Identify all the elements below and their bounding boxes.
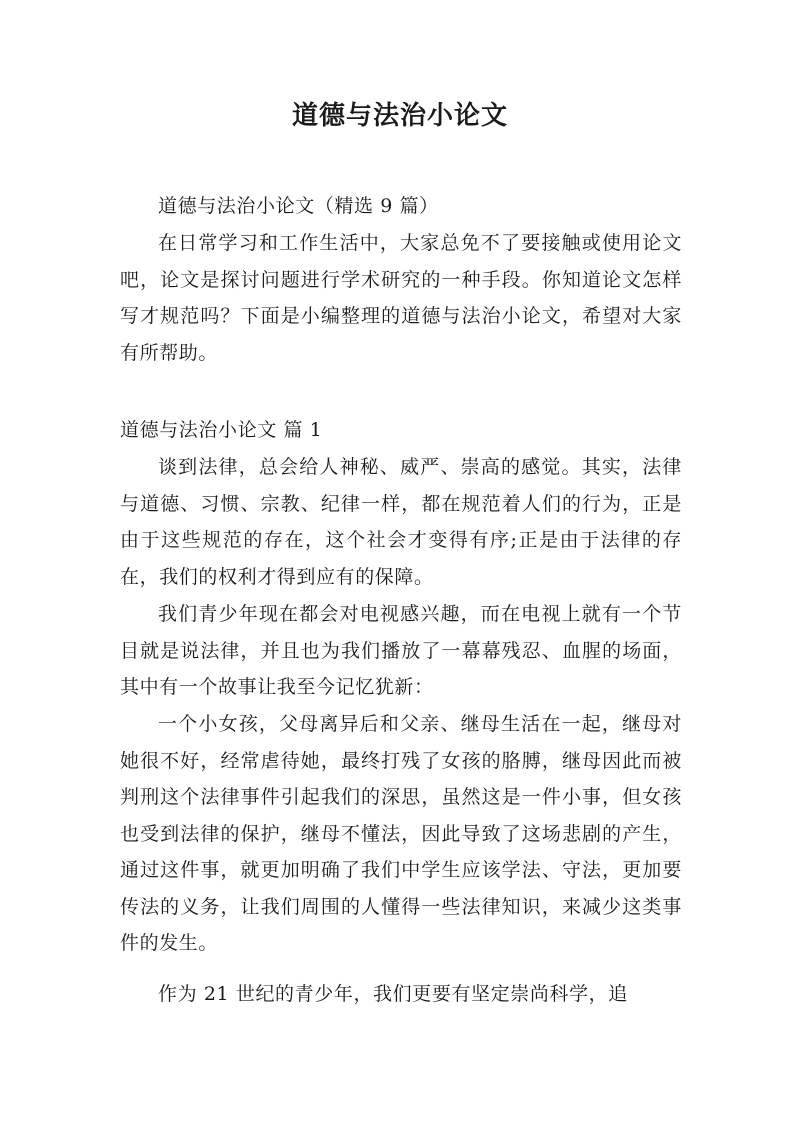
- section-heading: 道德与法治小论文 篇 1: [120, 419, 323, 441]
- document-subtitle: 道德与法治小论文（精选 9 篇）: [158, 195, 439, 217]
- body-paragraph: 我们青少年现在都会对电视感兴趣，而在电视上就有一个节目就是说法律，并且也为我们播放了一幕幕残忍、血腥的场面，其中有一个故事让我至今记忆犹新：: [120, 603, 682, 698]
- intro-paragraph: 在日常学习和工作生活中，大家总免不了要接触或使用论文吧，论文是探讨问题进行学术研究的一种手段。你知道论文怎样写才规范吗？下面是小编整理的道德与法治小论文，希望对大家有所帮助。: [120, 232, 682, 364]
- body-paragraph: 谈到法律，总会给人神秘、威严、崇高的感觉。其实，法律与道德、习惯、宗教、纪律一样，都在规范着人们的行为，正是由于这些规范的存在，这个社会才变得有序;正是由于法律的存在，我们的权利才得到应有的保障。: [120, 456, 682, 588]
- body-paragraph: 作为 21 世纪的青少年，我们更要有坚定崇尚科学，追: [158, 983, 628, 1005]
- page-title: 道德与法治小论文: [291, 101, 508, 131]
- body-paragraph: 一个小女孩，父母离异后和父亲、继母生活在一起，继母对她很不好，经常虐待她，最终打残了女孩的胳膊，继母因此而被判刑这个法律事件引起我们的深思，虽然这是一件小事，但女孩也受到法律的保护，继母不懂法，因此导致了这场悲剧的产生，通过这件事，就更加明确了我们中学生应该学法、守法，更加要传法的义务，让我们周围的人懂得一些法律知识，来减少这类事件的发生。: [120, 713, 682, 954]
